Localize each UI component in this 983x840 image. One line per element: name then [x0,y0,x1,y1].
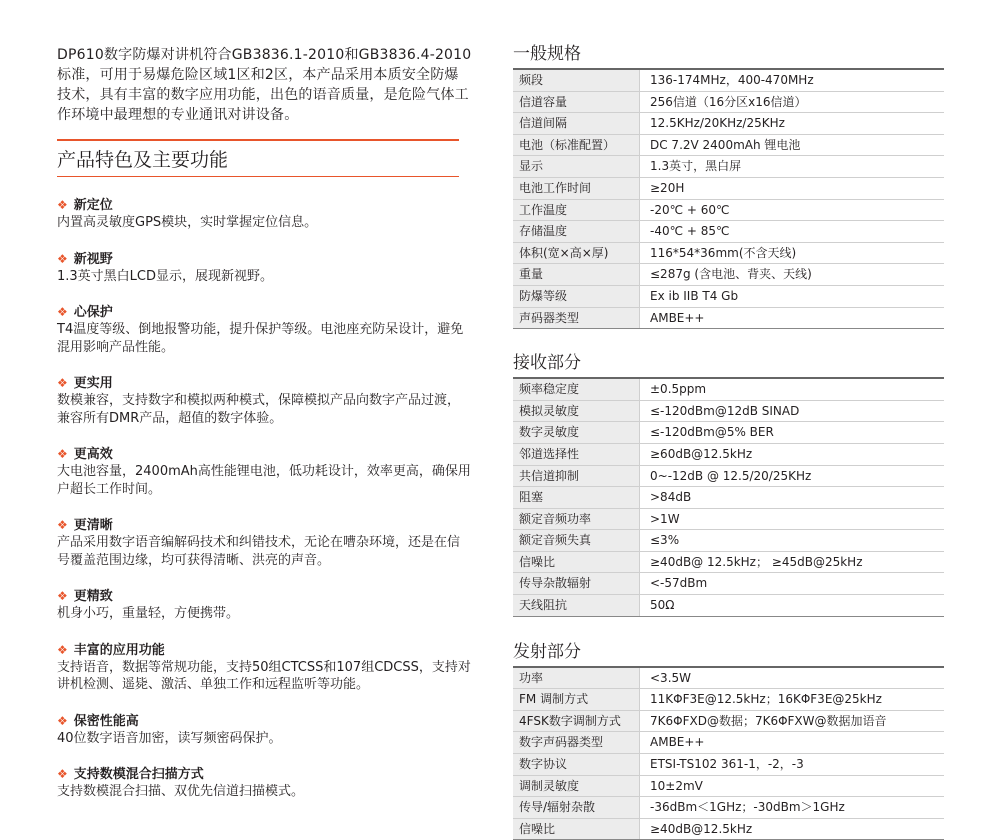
spec-row [513,156,944,178]
spec-label: 防爆等级 [513,286,640,307]
spec-value: 12.5KHz/20KHz/25KHz [650,116,785,131]
spec-row [513,221,944,243]
spec-row [513,178,944,200]
spec-row [513,135,944,157]
spec-row [513,668,944,690]
spec-row [513,732,944,754]
feature-title [57,304,472,321]
general-spec-table [513,68,944,329]
spec-row [513,552,944,574]
spec-value: Ex ib IIB T4 Gb [650,288,739,303]
feature-description: 机身小巧，重量轻，方便携带。 [57,606,240,621]
feature-description: T4温度等级、倒地报警功能，提升保护等级。电池座充防呆设计，避免混用影响产品性能。 [57,322,464,355]
spec-value: DC 7.2V 2400mAh 锂电池 [650,137,801,152]
feature-title [57,713,472,730]
features-title: 产品特色及主要功能 [57,139,459,177]
spec-row [513,776,944,798]
spec-label: 重量 [513,264,640,285]
feature-item [57,766,472,801]
receive-spec-title: 接收部分 [513,353,581,374]
spec-label: 模拟灵敏度 [513,401,640,422]
spec-row [513,487,944,509]
feature-title-text: 更高效 [73,447,113,462]
feature-title-text: 更清晰 [73,518,113,533]
feature-item [57,588,472,623]
spec-value: ≥20H [650,180,685,195]
feature-title [57,766,472,783]
feature-title [57,375,472,392]
spec-row [513,92,944,114]
feature-item [57,197,472,232]
diamond-bullet-icon: ❖ [57,198,68,212]
spec-label: 信道容量 [513,92,640,113]
feature-item [57,517,472,569]
diamond-bullet-icon: ❖ [57,447,68,461]
spec-label: 信噪比 [513,819,640,840]
spec-value: <-57dBm [650,576,708,591]
spec-value: ≥40dB@12.5kHz [650,821,753,836]
spec-label: 功率 [513,668,640,689]
spec-label: 天线阻抗 [513,595,640,616]
spec-value: ETSI-TS102 361-1，-2，-3 [650,757,804,772]
right-column [513,43,944,840]
spec-label: 信噪比 [513,552,640,573]
feature-item [57,251,472,286]
diamond-bullet-icon: ❖ [57,251,68,266]
feature-title-text: 更精致 [73,589,113,604]
spec-label: 工作温度 [513,200,640,221]
receive-spec-section [513,352,944,617]
intro-paragraph: DP610数字防爆对讲机符合GB3836.1-2010和GB3836.4-2010标准，可用于易爆危险区域1区和2区，本产品采用本质安全防爆技术，具有丰富的数字应用功能，出色的语音质量，是危险气体工作环境中最理想的专业通讯对讲设备。 [57,47,472,123]
spec-label: 额定音频失真 [513,530,640,551]
spec-row [513,711,944,733]
spec-value: AMBE++ [650,310,705,325]
spec-row [513,754,944,776]
spec-label: 传导/辐射杂散 [513,797,640,818]
spec-label: 4FSK数字调制方式 [513,711,640,732]
transmit-spec-section [513,641,944,840]
spec-label: 电池（标准配置） [513,135,640,156]
diamond-bullet-icon: ❖ [57,767,68,781]
spec-label: FM 调制方式 [513,689,640,710]
diamond-bullet-icon: ❖ [57,518,68,532]
spec-value: 10±2mV [650,778,703,793]
feature-item [57,304,472,356]
spec-label: 调制灵敏度 [513,776,640,797]
left-column [57,45,472,820]
spec-row [513,689,944,711]
spec-value: 11KΦF3E@12.5kHz；16KΦF3E@25kHz [650,692,882,707]
features-list [57,197,472,801]
spec-label: 阻塞 [513,487,640,508]
spec-row [513,595,944,616]
feature-title-text: 心保护 [73,305,113,320]
feature-item [57,446,472,498]
feature-description: 支持语音，数据等常规功能，支持50组CTCSS和107组CDCSS，支持对讲机检测、遥毙、激活、单独工作和远程监听等功能。 [57,659,471,692]
spec-value: -20℃ + 60℃ [650,202,730,217]
spec-value: ±0.5ppm [650,382,707,397]
feature-title-text: 丰富的应用功能 [73,642,165,658]
spec-row [513,444,944,466]
spec-value: ≤3% [650,533,680,548]
feature-item [57,713,472,748]
general-spec-section [513,43,944,329]
spec-label: 共信道抑制 [513,466,640,487]
spec-row [513,113,944,135]
feature-title [57,251,472,268]
spec-row [513,286,944,308]
spec-row [513,200,944,222]
spec-value: <3.5W [650,670,692,685]
spec-label: 额定音频功率 [513,509,640,530]
spec-label: 电池工作时间 [513,178,640,199]
spec-row [513,243,944,265]
feature-item [57,642,472,694]
spec-value: 136-174MHz，400-470MHz [650,73,814,87]
spec-row [513,308,944,329]
spec-value: >1W [650,511,680,526]
spec-label: 频率稳定度 [513,379,640,400]
spec-label: 数字声码器类型 [513,732,640,753]
transmit-spec-table [513,666,944,840]
spec-row [513,573,944,595]
spec-row [513,819,944,840]
diamond-bullet-icon: ❖ [57,305,68,319]
spec-label: 数字灵敏度 [513,422,640,443]
spec-value: ≤-120dBm@12dB SINAD [650,403,800,418]
spec-value: >84dB [650,490,692,505]
feature-description: 40位数字语音加密，读写频密码保护。 [57,730,282,746]
spec-value: -36dBm＜1GHz；-30dBm＞1GHz [650,800,845,815]
feature-title-text: 新定位 [73,198,113,213]
feature-title-text: 支持数模混合扫描方式 [73,767,204,782]
spec-row [513,379,944,401]
feature-description: 大电池容量，2400mAh高性能锂电池，低功耗设计，效率更高，确保用户超长工作时间。 [57,464,471,497]
general-spec-title: 一般规格 [513,44,581,64]
feature-title [57,517,472,534]
spec-label: 体积(宽×高×厚) [513,243,640,264]
feature-description: 产品采用数字语音编解码技术和纠错技术，无论在嘈杂环境，还是在信号覆盖范围边缘，均可获得清晰、洪亮的声音。 [57,535,461,568]
feature-description: 数模兼容，支持数字和模拟两种模式，保障模拟产品向数字产品过渡，兼容所有DMR产品，超值的数字体验。 [57,393,461,426]
feature-item [57,375,472,427]
spec-value: 256信道（16分区x16信道） [650,94,807,109]
feature-title [57,642,472,659]
spec-row [513,509,944,531]
spec-label: 声码器类型 [513,308,640,329]
spec-value: AMBE++ [650,735,705,750]
spec-label: 显示 [513,156,640,177]
spec-label: 频段 [513,70,640,91]
spec-value: 0~-12dB @ 12.5/20/25KHz [650,468,812,483]
spec-row [513,401,944,423]
feature-title [57,446,472,463]
spec-row [513,70,944,92]
transmit-spec-title: 发射部分 [513,641,581,662]
spec-label: 数字协议 [513,754,640,775]
spec-label: 存储温度 [513,221,640,242]
spec-row [513,422,944,444]
feature-title-text: 保密性能高 [73,713,139,729]
spec-row [513,466,944,488]
feature-description: 内置高灵敏度GPS模块，实时掌握定位信息。 [57,215,318,230]
feature-title [57,588,472,605]
spec-value: -40℃ + 85℃ [650,224,730,239]
spec-label: 信道间隔 [513,113,640,134]
spec-label: 邻道选择性 [513,444,640,465]
spec-value: 116*54*36mm(不含天线) [650,245,797,260]
diamond-bullet-icon: ❖ [57,589,68,603]
spec-value: 50Ω [650,598,675,613]
feature-description: 支持数模混合扫描、双优先信道扫描模式。 [57,784,305,799]
spec-value: ≤287g (含电池、背夹、天线) [650,267,812,282]
spec-row [513,797,944,819]
spec-value: ≥40dB@ 12.5kHz； ≥45dB@25kHz [650,554,863,569]
diamond-bullet-icon: ❖ [57,713,68,728]
spec-label: 传导杂散辐射 [513,573,640,594]
spec-value: ≥60dB@12.5kHz [650,446,753,461]
spec-value: 1.3英寸，黑白屏 [650,159,742,174]
spec-value: 7K6ΦFXD@数据；7K6ΦFXW@数据加语音 [650,713,887,728]
spec-value: ≤-120dBm@5% BER [650,425,774,440]
spec-row [513,530,944,552]
feature-title-text: 更实用 [73,376,113,391]
feature-title-text: 新视野 [73,251,113,267]
feature-title [57,197,472,214]
diamond-bullet-icon: ❖ [57,642,68,657]
feature-description: 1.3英寸黑白LCD显示，展现新视野。 [57,268,274,284]
receive-spec-table [513,377,944,617]
spec-row [513,264,944,286]
diamond-bullet-icon: ❖ [57,376,68,390]
